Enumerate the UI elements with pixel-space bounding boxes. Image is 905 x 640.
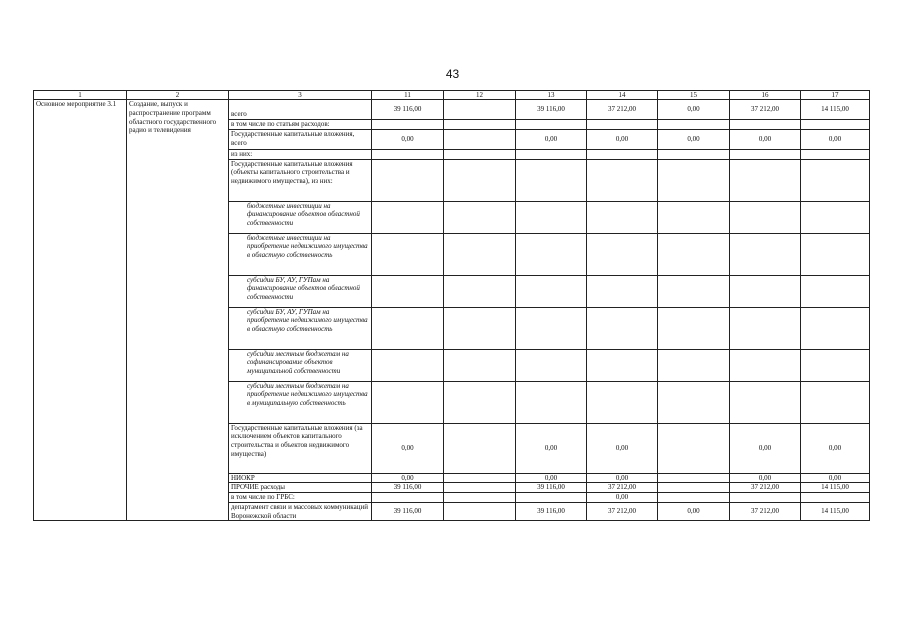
- value-cell: [658, 201, 730, 233]
- value-cell: [372, 349, 444, 381]
- value-cell: 37 212,00: [730, 502, 801, 521]
- value-cell: [658, 120, 730, 130]
- value-cell: [658, 381, 730, 423]
- value-cell: [444, 159, 516, 201]
- value-cell: [372, 120, 444, 130]
- value-cell: 14 115,00: [801, 100, 870, 120]
- value-cell: [801, 149, 870, 159]
- value-cell: [587, 349, 658, 381]
- value-cell: [444, 233, 516, 275]
- value-cell: 39 116,00: [372, 502, 444, 521]
- value-cell: [730, 349, 801, 381]
- value-cell: [801, 159, 870, 201]
- value-cell: 0,00: [516, 473, 587, 483]
- value-cell: [372, 201, 444, 233]
- row-label: в том числе по статьям расходов:: [229, 120, 372, 130]
- value-cell: 0,00: [516, 423, 587, 473]
- value-cell: [444, 201, 516, 233]
- value-cell: [730, 307, 801, 349]
- value-cell: [658, 493, 730, 503]
- value-cell: [372, 381, 444, 423]
- value-cell: 0,00: [730, 423, 801, 473]
- value-cell: 39 116,00: [516, 100, 587, 120]
- col-header: 12: [444, 91, 516, 100]
- value-cell: [730, 233, 801, 275]
- col-header: 15: [658, 91, 730, 100]
- value-cell: [658, 473, 730, 483]
- row-label: субсидии БУ, АУ, ГУПам на финансирование объектов областной собственности: [229, 275, 372, 307]
- value-cell: 0,00: [372, 423, 444, 473]
- page-number: 43: [445, 67, 460, 81]
- header-row: [34, 91, 870, 100]
- value-cell: [658, 483, 730, 493]
- value-cell: [516, 493, 587, 503]
- value-cell: 0,00: [801, 129, 870, 149]
- value-cell: [587, 381, 658, 423]
- value-cell: 0,00: [587, 473, 658, 483]
- row-label: НИОКР: [229, 473, 372, 483]
- value-cell: [444, 149, 516, 159]
- value-cell: [658, 275, 730, 307]
- value-cell: [587, 201, 658, 233]
- value-cell: [516, 149, 587, 159]
- row-label: Государственные капитальные вложения, всего: [229, 129, 372, 149]
- row-label: бюджетные инвестиции на финансирование объектов областной собственности: [229, 201, 372, 233]
- value-cell: [801, 307, 870, 349]
- row-label: субсидии БУ, АУ, ГУПам на приобретение недвижимого имущества в областную собственность: [229, 307, 372, 349]
- value-cell: [444, 275, 516, 307]
- value-cell: 39 116,00: [372, 483, 444, 493]
- value-cell: [658, 159, 730, 201]
- value-cell: [444, 307, 516, 349]
- value-cell: [444, 493, 516, 503]
- value-cell: 0,00: [801, 423, 870, 473]
- value-cell: [444, 483, 516, 493]
- col-header: 1: [34, 91, 127, 100]
- value-cell: 14 115,00: [801, 502, 870, 521]
- col-header: 2: [127, 91, 229, 100]
- value-cell: [587, 275, 658, 307]
- row-label: департамент связи и массовых коммуникаций Воронежской области: [229, 502, 372, 521]
- value-cell: 37 212,00: [587, 483, 658, 493]
- value-cell: 37 212,00: [730, 483, 801, 493]
- value-cell: [730, 120, 801, 130]
- col-header: 11: [372, 91, 444, 100]
- row-label: субсидии местным бюджетам на приобретение недвижимого имущества в муниципальную собственность: [229, 381, 372, 423]
- value-cell: [372, 159, 444, 201]
- value-cell: [372, 307, 444, 349]
- value-cell: [516, 159, 587, 201]
- value-cell: [444, 120, 516, 130]
- value-cell: 0,00: [658, 502, 730, 521]
- value-cell: [444, 473, 516, 483]
- value-cell: [444, 502, 516, 521]
- value-cell: [516, 381, 587, 423]
- value-cell: [730, 159, 801, 201]
- value-cell: [658, 149, 730, 159]
- value-cell: [730, 493, 801, 503]
- value-cell: [444, 381, 516, 423]
- value-cell: [658, 233, 730, 275]
- value-cell: [658, 307, 730, 349]
- value-cell: 0,00: [516, 129, 587, 149]
- value-cell: [801, 275, 870, 307]
- value-cell: [516, 233, 587, 275]
- value-cell: [372, 233, 444, 275]
- value-cell: 39 116,00: [516, 502, 587, 521]
- row-label: всего: [229, 100, 372, 120]
- value-cell: 0,00: [587, 493, 658, 503]
- value-cell: [587, 149, 658, 159]
- col-header: 14: [587, 91, 658, 100]
- value-cell: 0,00: [801, 473, 870, 483]
- value-cell: [516, 275, 587, 307]
- measure-name: Основное мероприятие 3.1: [34, 100, 127, 521]
- value-cell: [587, 120, 658, 130]
- budget-table: [33, 90, 870, 521]
- col-header: 17: [801, 91, 870, 100]
- value-cell: [658, 349, 730, 381]
- value-cell: [516, 349, 587, 381]
- value-cell: [801, 349, 870, 381]
- value-cell: [801, 493, 870, 503]
- value-cell: [801, 120, 870, 130]
- value-cell: [444, 349, 516, 381]
- value-cell: [444, 423, 516, 473]
- measure-title: Создание, выпуск и распространение программ областного государственного радио и телевидения: [127, 100, 229, 521]
- value-cell: [516, 201, 587, 233]
- value-cell: [516, 120, 587, 130]
- value-cell: 37 212,00: [587, 100, 658, 120]
- value-cell: 0,00: [372, 129, 444, 149]
- row-label: из них:: [229, 149, 372, 159]
- value-cell: 37 212,00: [730, 100, 801, 120]
- value-cell: 0,00: [730, 129, 801, 149]
- value-cell: [372, 149, 444, 159]
- value-cell: 0,00: [372, 473, 444, 483]
- row-label: в том числе по ГРБС:: [229, 493, 372, 503]
- value-cell: 0,00: [658, 100, 730, 120]
- value-cell: [801, 381, 870, 423]
- value-cell: 14 115,00: [801, 483, 870, 493]
- value-cell: [516, 307, 587, 349]
- row-label: бюджетные инвестиции на приобретение недвижимого имущества в областную собственность: [229, 233, 372, 275]
- value-cell: [730, 149, 801, 159]
- value-cell: 37 212,00: [587, 502, 658, 521]
- value-cell: [801, 201, 870, 233]
- value-cell: 39 116,00: [372, 100, 444, 120]
- value-cell: [801, 233, 870, 275]
- value-cell: [587, 233, 658, 275]
- row-label: Государственные капитальные вложения (объекты капитального строительства и недвижимого имущества), из них:: [229, 159, 372, 201]
- col-header: 16: [730, 91, 801, 100]
- table-row: [34, 100, 870, 120]
- row-label: субсидии местным бюджетам на софинансирование объектов муниципальной собственности: [229, 349, 372, 381]
- value-cell: 0,00: [587, 129, 658, 149]
- row-label: ПРОЧИЕ расходы: [229, 483, 372, 493]
- value-cell: 39 116,00: [516, 483, 587, 493]
- value-cell: [372, 275, 444, 307]
- value-cell: 0,00: [587, 423, 658, 473]
- value-cell: 0,00: [658, 129, 730, 149]
- value-cell: [587, 307, 658, 349]
- value-cell: [444, 129, 516, 149]
- value-cell: [730, 201, 801, 233]
- col-header: 13: [516, 91, 587, 100]
- value-cell: [444, 100, 516, 120]
- value-cell: [587, 159, 658, 201]
- value-cell: [730, 275, 801, 307]
- table-body: [34, 91, 870, 521]
- col-header: 3: [229, 91, 372, 100]
- value-cell: [372, 493, 444, 503]
- value-cell: [658, 423, 730, 473]
- value-cell: [730, 381, 801, 423]
- value-cell: 0,00: [730, 473, 801, 483]
- row-label: Государственные капитальные вложения (за исключением объектов капитального строительства и объектов недвижимого имущества): [229, 423, 372, 473]
